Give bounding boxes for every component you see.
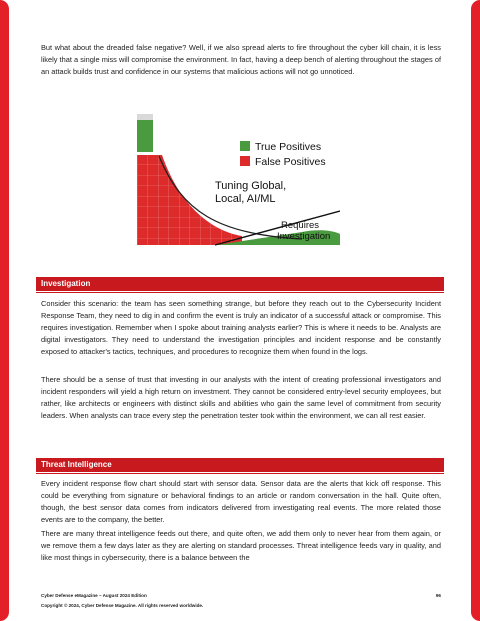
intro-paragraph: But what about the dreaded false negative? Well, if we also spread alerts to fire throughout the cyber kill chain, it is less likely that a single miss will compromise the environment. In fact, having a deep bench of alerting throughout the stages of an attack builds trust and confidence in our systems that malicious actions will not go unnoticed. bbox=[41, 43, 441, 77]
threat-intelligence-paragraph-2: There are many threat intelligence feeds out there, and quite often, we add them only to never hear from them again, or we remove them a few days later as they are alerting on standard processes. Threat intelligence feeds vary in quality, and like most things in cybersecurity, there is a balance between the bbox=[41, 529, 441, 563]
footer-page-number: 96 bbox=[435, 593, 441, 598]
legend-label-false-positives: False Positives bbox=[255, 156, 326, 168]
threat-intelligence-heading: Threat Intelligence bbox=[36, 458, 444, 472]
legend-swatch-true-positives bbox=[240, 141, 250, 151]
footer-edition-line bbox=[41, 593, 441, 598]
investigation-paragraph-1: Consider this scenario: the team has seen something strange, but before they reach out to the Cybersecurity Incident Response Team, they need to dig in and confirm the event is truly an indicator of a successful attack or compromise. This requires investigation. Remember when I spoke about training analysts earlier? This is where it needs to be. Analysts are digital investigators. They need to understand the investigation principles and incident response and be constantly exposed to attacker's tactics, techniques, and procedures to recognize them when found in the logs. bbox=[41, 299, 441, 357]
top-block-cap bbox=[137, 114, 153, 120]
right-red-edge bbox=[471, 0, 480, 621]
footer-edition: Cyber Defense eMagazine – August 2024 Edition bbox=[41, 593, 147, 598]
left-red-edge bbox=[0, 0, 9, 621]
annotation-tuning-line1: Tuning Global, bbox=[215, 180, 287, 192]
investigation-paragraph-2: There should be a sense of trust that investing in our analysts with the intent of creating professional investigators and incident responders will yield a high return on investment. They cannot be considered entry-level security employees, but rather, like architects or engineers with distinct skills and abilities who gain the same level of commitment from security leaders. When analysts can trace every step the penetration tester took within the environment, we can all rest easier. bbox=[41, 375, 441, 421]
legend-swatch-false-positives bbox=[240, 156, 250, 166]
threat-intelligence-paragraph-1: Every incident response flow chart should start with sensor data. Sensor data are the alerts that kick off response. This could be everything from signature or behavioral findings to an article or random conversation in the hall. Quite often, though, the best sensor data comes from indicators delivered from investigating real events. The more related those events are to the company, the better. bbox=[41, 479, 441, 525]
alert-tuning-figure bbox=[137, 112, 340, 251]
investigation-heading: Investigation bbox=[36, 277, 444, 291]
annotation-requires-line2: Investigation bbox=[277, 231, 331, 242]
annotation-requires-line1: Requires bbox=[281, 220, 320, 231]
annotation-tuning-line2: Local, AI/ML bbox=[215, 193, 276, 205]
footer-copyright: Copyright © 2024, Cyber Defense Magazine. All rights reserved worldwide. bbox=[41, 603, 204, 608]
legend-label-true-positives: True Positives bbox=[255, 141, 322, 153]
